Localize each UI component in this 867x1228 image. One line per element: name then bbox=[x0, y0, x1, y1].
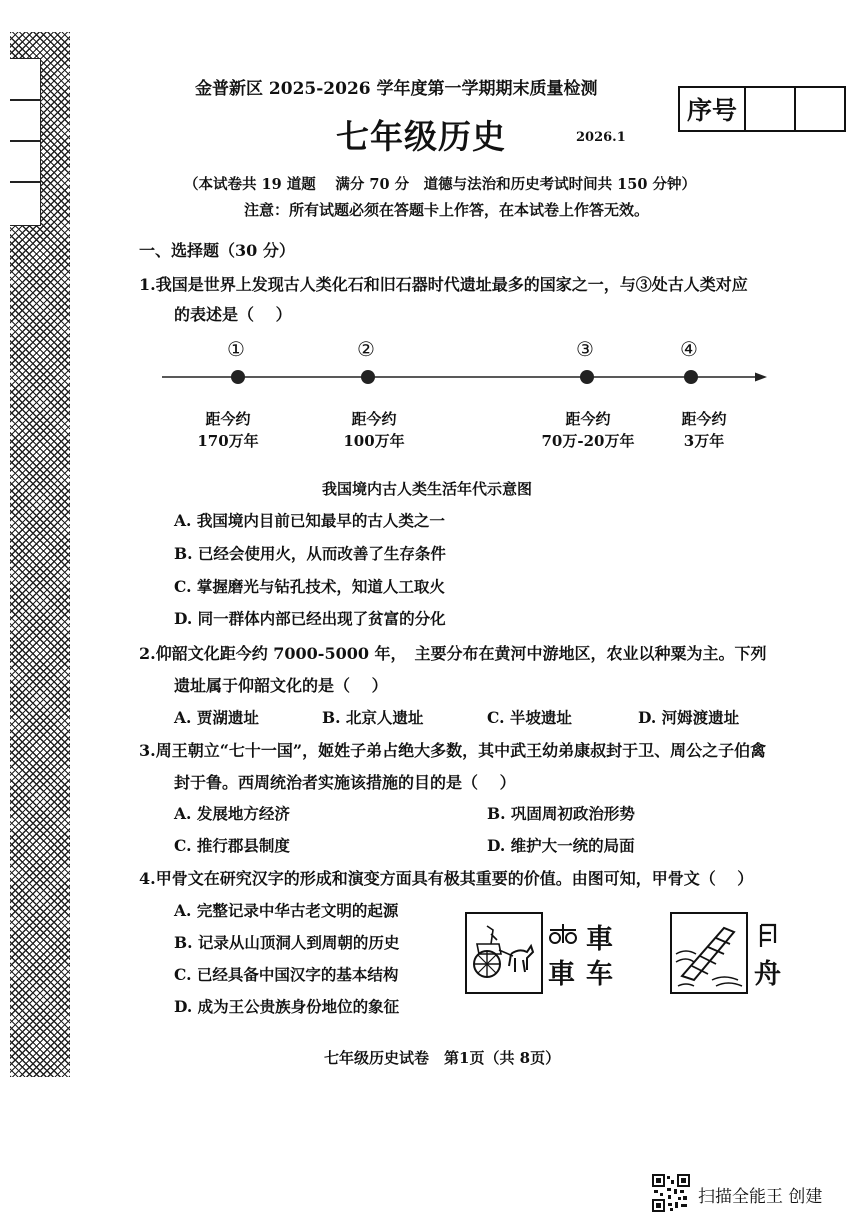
exam-name: 金普新区 2025-2026 学年度第一学期期末质量检测 bbox=[195, 79, 598, 99]
exam-notice: 注意：所有试题必须在答题卡上作答，在本试卷上作答无效。 bbox=[244, 201, 650, 219]
scanner-watermark: 扫描全能王 创建 bbox=[698, 1187, 823, 1207]
q2-option-a: A. 贾湖遗址 bbox=[174, 708, 259, 727]
timeline-arrow bbox=[755, 373, 767, 382]
q1-stem-line2: 的表述是（ ） bbox=[174, 305, 292, 324]
q4-option-d: D. 成为王公贵族身份地位的象征 bbox=[174, 997, 400, 1016]
timeline-marker-3: ③ bbox=[576, 337, 594, 361]
bronze-cart-glyph: 車 bbox=[586, 924, 613, 955]
modern-boat-glyph: 舟 bbox=[754, 959, 781, 990]
timeline-label-3 bbox=[528, 408, 648, 452]
timeline-label-2 bbox=[334, 408, 414, 452]
serial-number-box bbox=[678, 86, 846, 132]
serial-cell bbox=[746, 88, 796, 130]
timeline-dot-2 bbox=[361, 370, 375, 384]
boat-drawing bbox=[672, 914, 746, 992]
oracle-cart-glyph-icon bbox=[548, 922, 578, 946]
q3-option-d: D. 维护大一统的局面 bbox=[487, 836, 635, 855]
timeline-label-2-line2: 100万年 bbox=[343, 432, 405, 450]
page-footer: 七年级历史试卷 第1页（共 8页） bbox=[324, 1049, 561, 1067]
timeline-caption: 我国境内古人类生活年代示意图 bbox=[322, 480, 533, 498]
q4-option-a: A. 完整记录中华古老文明的起源 bbox=[174, 901, 399, 920]
page-title: 七年级历史 bbox=[336, 117, 506, 156]
serial-label: 序号 bbox=[680, 88, 746, 130]
boat-image bbox=[670, 912, 748, 994]
q3-stem-line2: 封于鲁。西周统治者实施该措施的目的是（ ） bbox=[174, 773, 516, 792]
timeline-dot-3 bbox=[580, 370, 594, 384]
exam-date: 2026.1 bbox=[576, 130, 626, 145]
q3-option-a: A. 发展地方经济 bbox=[174, 804, 290, 823]
q3-option-b: B. 巩固周初政治形势 bbox=[487, 804, 635, 823]
timeline-label-4-line1: 距今约 bbox=[681, 410, 727, 428]
section-title: 一、选择题（30 分） bbox=[139, 241, 295, 260]
q2-option-c: C. 半坡遗址 bbox=[487, 708, 572, 727]
timeline-label-1 bbox=[188, 408, 268, 452]
timeline-marker-1: ① bbox=[227, 337, 245, 361]
binding-tab-box bbox=[10, 58, 41, 226]
serial-cell bbox=[796, 88, 844, 130]
q1-option-c: C. 掌握磨光与钻孔技术，知道人工取火 bbox=[174, 577, 445, 596]
timeline-label-2-line1: 距今约 bbox=[351, 410, 397, 428]
q4-stem: 4.甲骨文在研究汉字的形成和演变方面具有极其重要的价值。由图可知，甲骨文（ ） bbox=[139, 869, 754, 888]
binding-tab-divider bbox=[10, 99, 40, 101]
q4-option-c: C. 已经具备中国汉字的基本结构 bbox=[174, 965, 399, 984]
q1-stem-line1: 1.我国是世界上发现古人类化石和旧石器时代遗址最多的国家之一，与③处古人类对应 bbox=[139, 275, 748, 294]
q1-option-a: A. 我国境内目前已知最早的古人类之一 bbox=[174, 511, 445, 530]
timeline-label-4 bbox=[664, 408, 744, 452]
q1-option-b: B. 已经会使用火，从而改善了生存条件 bbox=[174, 544, 446, 563]
qr-code-icon bbox=[652, 1174, 690, 1212]
timeline-marker-4: ④ bbox=[680, 337, 698, 361]
chariot-drawing bbox=[467, 914, 541, 992]
q2-option-b: B. 北京人遗址 bbox=[322, 708, 424, 727]
q3-option-c: C. 推行郡县制度 bbox=[174, 836, 290, 855]
timeline-label-4-line2: 3万年 bbox=[683, 432, 725, 450]
exam-info: （本试卷共 19 道题 满分 70 分 道德与法治和历史考试时间共 150 分钟） bbox=[184, 176, 696, 193]
timeline-label-1-line1: 距今约 bbox=[205, 410, 251, 428]
seal-cart-glyph: 車 bbox=[548, 959, 575, 990]
q4-option-b: B. 记录从山顶洞人到周朝的历史 bbox=[174, 933, 400, 952]
timeline-dot-1 bbox=[231, 370, 245, 384]
q2-stem-line2: 遗址属于仰韶文化的是（ ） bbox=[174, 676, 388, 695]
binding-tab-divider bbox=[10, 140, 40, 142]
q3-stem-line1: 3.周王朝立“七十一国”，姬姓子弟占绝大多数，其中武王幼弟康叔封于卫、周公之子伯禽 bbox=[139, 741, 767, 760]
chariot-image bbox=[465, 912, 543, 994]
binding-tab-divider bbox=[10, 181, 40, 183]
modern-cart-glyph: 车 bbox=[586, 959, 613, 990]
oracle-boat-glyph-icon bbox=[755, 921, 781, 949]
q2-option-d: D. 河姆渡遗址 bbox=[638, 708, 740, 727]
timeline-dot-4 bbox=[684, 370, 698, 384]
timeline-label-1-line2: 170万年 bbox=[197, 432, 259, 450]
timeline-label-3-line2: 70万-20万年 bbox=[541, 432, 635, 450]
q2-stem-line1: 2.仰韶文化距今约 7000-5000 年， 主要分布在黄河中游地区，农业以种粟为主。下列 bbox=[139, 644, 767, 663]
timeline-marker-2: ② bbox=[357, 337, 375, 361]
q1-option-d: D. 同一群体内部已经出现了贫富的分化 bbox=[174, 609, 446, 628]
timeline-label-3-line1: 距今约 bbox=[565, 410, 611, 428]
